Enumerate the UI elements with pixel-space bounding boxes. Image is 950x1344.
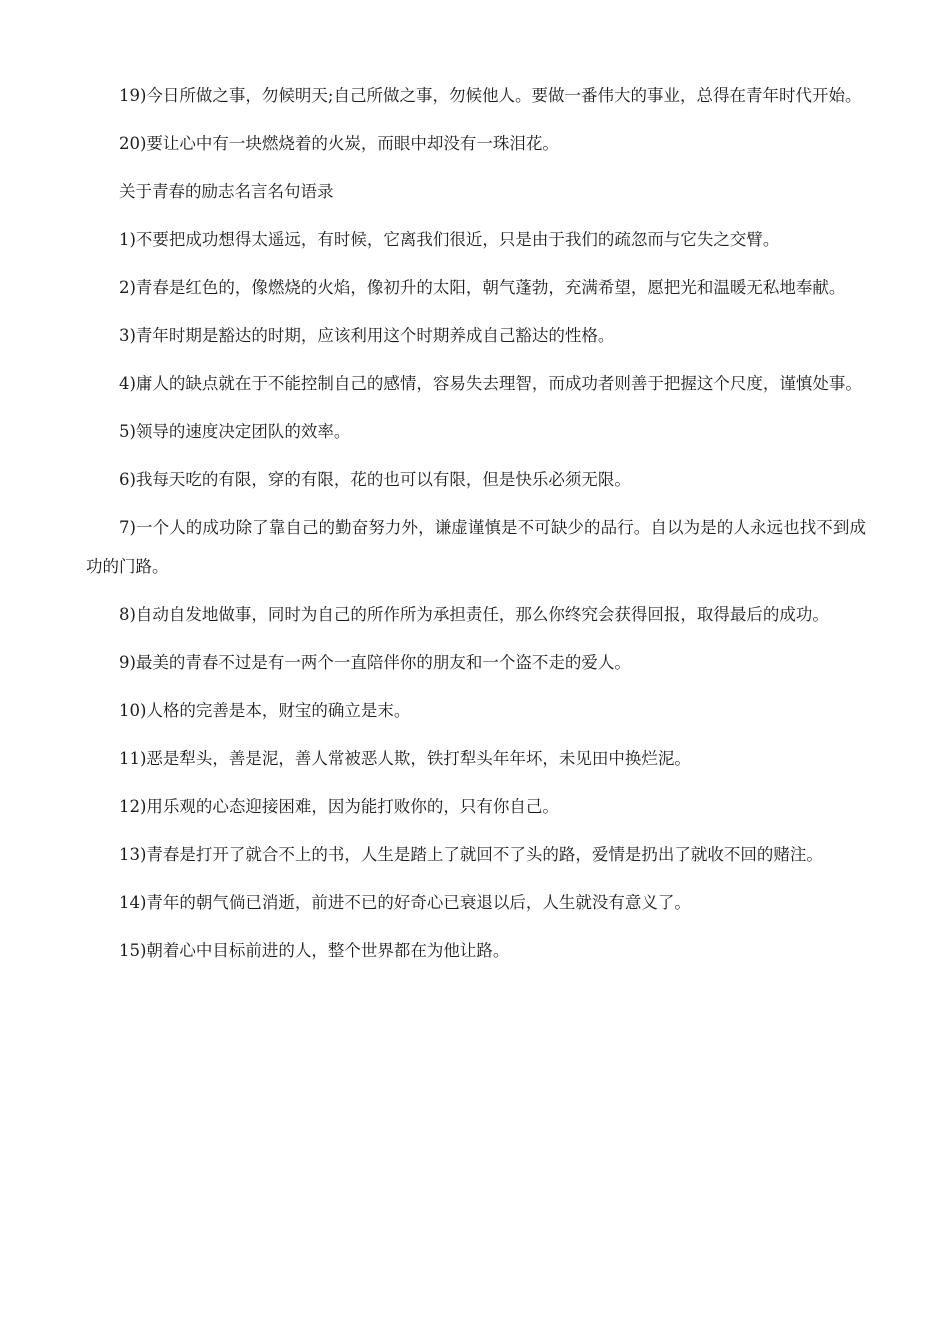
quote-9: 9)最美的青春不过是有一两个一直陪伴你的朋友和一个盗不走的爱人。 [119,653,631,672]
section-heading: 关于青春的励志名言名句语录 [119,182,334,201]
quote-13: 13)青春是打开了就合不上的书，人生是踏上了就回不了头的路，爱情是扔出了就收不回的赌注。 [119,845,823,864]
quote-6: 6)我每天吃的有限，穿的有限，花的也可以有限，但是快乐必须无限。 [119,470,631,489]
quote-20: 20)要让心中有一块燃烧着的火炭，而眼中却没有一珠泪花。 [119,134,559,153]
quote-2: 2)青春是红色的，像燃烧的火焰，像初升的太阳，朝气蓬勃，充满希望，愿把光和温暖无私地奉献。 [119,278,846,297]
quote-12: 12)用乐观的心态迎接困难，因为能打败你的，只有你自己。 [119,797,559,816]
quote-3: 3)青年时期是豁达的时期，应该利用这个时期养成自己豁达的性格。 [119,326,615,345]
quote-1: 1)不要把成功想得太遥远，有时候，它离我们很近，只是由于我们的疏忽而与它失之交臂。 [119,230,780,249]
quote-4: 4)庸人的缺点就在于不能控制自己的感情，容易失去理智，而成功者则善于把握这个尺度，谨慎处事。 [119,374,862,393]
quote-19: 19)今日所做之事，勿候明天;自己所做之事，勿候他人。要做一番伟大的事业，总得在青年时代开始。 [119,86,862,105]
quote-5: 5)领导的速度决定团队的效率。 [119,422,351,441]
quote-8: 8)自动自发地做事，同时为自己的所作所为承担责任，那么你终究会获得回报，取得最后的成功。 [119,605,829,624]
quote-15: 15)朝着心中目标前进的人，整个世界都在为他让路。 [119,941,510,960]
quote-14: 14)青年的朝气倘已消逝，前进不已的好奇心已衰退以后，人生就没有意义了。 [119,893,691,912]
quote-10: 10)人格的完善是本，财宝的确立是末。 [119,701,411,720]
quote-11: 11)恶是犁头，善是泥，善人常被恶人欺，铁打犁头年年坏，未见田中换烂泥。 [119,749,691,768]
quote-7: 7)一个人的成功除了靠自己的勤奋努力外，谦虚谨慎是不可缺少的品行。自以为是的人永远也找不到成功的门路。 [86,518,866,576]
document-body [86,76,866,979]
